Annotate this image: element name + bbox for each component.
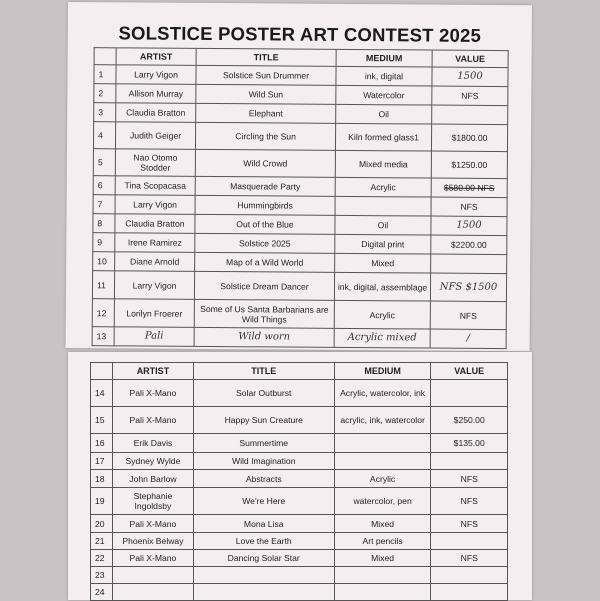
cell-value: NFS [431,197,507,217]
table-row [91,584,508,601]
cell-artist: Larry Vigon [116,65,196,85]
cell-medium: Mixed [334,515,431,533]
cell-title: Solstice Dream Dancer [194,271,334,300]
cell-value: NFS [431,550,508,567]
table-row [91,533,508,550]
cell-value: NFS [431,470,508,488]
cell-value: $2200.00 [431,235,507,255]
cell-medium: Mixed [335,253,431,273]
cell-num: 12 [92,299,114,327]
table-row [91,567,508,584]
table-header-row [91,363,508,380]
table-row [91,488,508,515]
cell-value [431,254,507,274]
entry-sheet-1 [66,2,532,351]
cell-title: Wild Sun [196,84,336,104]
cell-title: Map of a Wild World [195,252,335,272]
cell-value: NFS [431,488,508,515]
cell-title: Solstice Sun Drummer [196,65,336,85]
cell-value: 1500 [431,216,507,236]
artist-header: ARTIST [116,48,196,66]
cell-medium: Oil [336,104,432,124]
cell-num: 16 [91,434,113,453]
num-header [91,363,113,380]
cell-num: 3 [94,103,116,122]
cell-medium: Mixed media [335,150,431,178]
cell-artist: Allison Murray [116,84,196,104]
cell-medium: Acrylic [334,470,431,488]
cell-artist: Tina Scopacasa [115,176,195,196]
cell-medium: Acrylic [334,300,430,329]
table-row [92,271,506,302]
cell-value [431,533,508,550]
cell-artist: Pali X-Mano [113,407,194,434]
cell-medium: Oil [335,215,431,235]
cell-num: 18 [91,470,113,488]
cell-num: 22 [91,550,113,567]
cell-value: 1500 [432,67,508,87]
cell-artist: Phoenix Belway [113,533,194,550]
cell-medium [335,196,431,216]
cell-num: 14 [91,380,113,407]
table-row [93,122,507,152]
table-row [91,470,508,488]
cell-value [431,380,508,407]
cell-medium: Acrylic mixed [334,328,430,348]
table-row [93,149,507,179]
cell-num: 11 [92,271,114,299]
cell-artist: Diane Arnold [115,252,195,272]
cell-num: 7 [93,195,115,214]
cell-title: Elephant [196,103,336,123]
num-header [94,48,116,65]
cell-value: / [430,329,506,349]
cell-title: Wild Imagination [193,453,334,470]
cell-value: $580.00 NFS [431,178,507,198]
cell-artist: Pali [114,327,194,347]
table-row [92,327,506,349]
table-row [91,434,508,453]
cell-artist: Pali X-Mano [113,515,194,533]
table-row [91,453,508,470]
table-row [92,299,506,330]
entries-table-1 [92,47,509,349]
cell-medium: Watercolor [336,85,432,105]
cell-title: Masquerade Party [195,176,335,196]
cell-artist: Judith Geiger [115,122,195,150]
cell-value: NFS [432,86,508,106]
cell-title: Circling the Sun [195,122,335,150]
cell-title: Some of Us Santa Barbarians are Wild Things [194,299,334,328]
cell-value: $1250.00 [431,151,507,179]
table-row [91,380,508,407]
cell-medium: Digital print [335,234,431,254]
cell-value: NFS [430,301,506,330]
title-header: TITLE [193,363,334,380]
cell-value: NFS $1500 [430,273,506,302]
cell-value: NFS [431,515,508,533]
cell-medium: ink, digital [336,66,432,86]
cell-medium [334,453,431,470]
cell-num: 21 [91,533,113,550]
cell-value: $250.00 [431,407,508,434]
cell-medium [334,567,431,584]
cell-medium [334,584,431,601]
cell-value: $1800.00 [431,124,507,152]
cell-title: Mona Lisa [193,515,334,533]
cell-title: Love the Earth [193,533,334,550]
cell-artist: Lorilyn Froerer [114,299,194,328]
cell-value [431,584,508,601]
cell-num: 19 [91,488,113,515]
cell-title: Hummingbirds [195,195,335,215]
cell-artist [113,584,194,601]
cell-num: 23 [91,567,113,584]
cell-artist: Larry Vigon [115,195,195,215]
cell-title: Dancing Solar Star [193,550,334,567]
cell-num: 15 [91,407,113,434]
cell-title: We're Here [193,488,334,515]
cell-artist: Claudia Bratton [116,103,196,123]
cell-num: 5 [93,149,115,176]
cell-num: 24 [91,584,113,601]
cell-artist: John Barlow [113,470,194,488]
cell-artist: Irene Ramirez [115,233,195,253]
cell-num: 10 [93,252,115,271]
cell-artist: Stephanie Ingoldsby [113,488,194,515]
cell-medium: Mixed [334,550,431,567]
cell-num: 9 [93,233,115,252]
cell-num: 4 [93,122,115,149]
cell-artist: Erik Davis [113,434,194,453]
cell-title [193,567,334,584]
cell-artist: Claudia Bratton [115,214,195,234]
entries-body-2 [91,380,508,601]
cell-title: Solstice 2025 [195,233,335,253]
cell-value: $135.00 [431,434,508,453]
cell-artist: Pali X-Mano [113,380,194,407]
medium-header: MEDIUM [334,363,431,380]
cell-value [431,567,508,584]
cell-title: Solar Outburst [193,380,334,407]
cell-title: Out of the Blue [195,214,335,234]
cell-value [431,453,508,470]
cell-artist: Larry Vigon [114,271,194,300]
table-row [91,407,508,434]
cell-value [432,105,508,125]
cell-artist: Sydney Wylde [113,453,194,470]
cell-medium: ink, digital, assemblage [334,272,430,301]
cell-medium: watercolor, pen [334,488,431,515]
cell-title: Wild Crowd [195,149,335,177]
cell-medium: acrylic, ink, watercolor [334,407,431,434]
cell-medium: Art pencils [334,533,431,550]
cell-medium: Kiln formed glass1 [335,123,431,151]
entry-sheet-2 [68,352,532,600]
title-header: TITLE [196,48,336,66]
cell-num: 6 [93,176,115,195]
artist-header: ARTIST [113,363,194,380]
cell-artist [113,567,194,584]
cell-num: 1 [94,65,116,84]
cell-artist: Pali X-Mano [113,550,194,567]
cell-num: 20 [91,515,113,533]
cell-title [193,584,334,601]
entries-table-2 [90,362,508,601]
table-row [91,550,508,567]
cell-num: 2 [94,84,116,103]
contest-title: SOLSTICE POSTER ART CONTEST 2025 [118,22,482,46]
cell-title: Happy Sun Creature [193,407,334,434]
cell-num: 17 [91,453,113,470]
value-header: VALUE [431,363,508,380]
cell-title: Summertime [193,434,334,453]
cell-medium: Acrylic [335,177,431,197]
value-header: VALUE [432,50,508,68]
cell-num: 8 [93,214,115,233]
table-row [91,515,508,533]
cell-title: Wild worn [194,327,334,347]
cell-artist: Nao Otomo Stodder [115,149,195,177]
entries-body-1 [92,65,508,349]
cell-title: Abstracts [193,470,334,488]
cell-medium: Acrylic, watercolor, ink [334,380,431,407]
cell-medium [334,434,431,453]
medium-header: MEDIUM [336,49,432,67]
cell-num: 13 [92,327,114,346]
